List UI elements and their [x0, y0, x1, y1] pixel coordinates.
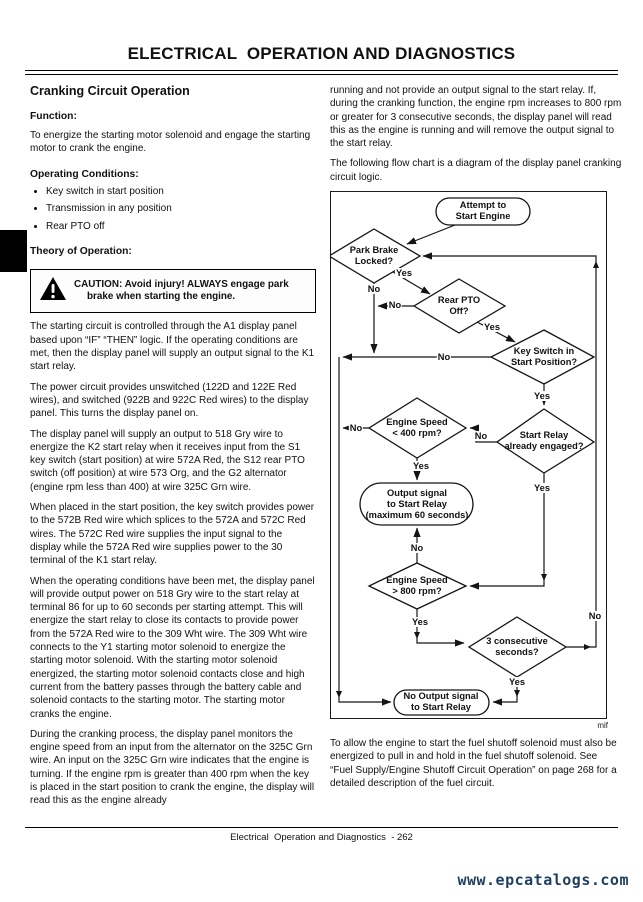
edge-label-three-consecutive-yes: Yes: [508, 677, 526, 688]
node-output-signal: [366, 488, 469, 520]
edge-label-engine-lt-400-no: No: [349, 423, 363, 434]
node-text: > 800 rpm?: [392, 586, 442, 597]
section-title: Cranking Circuit Operation: [30, 84, 190, 98]
node-text: Off?: [449, 306, 469, 317]
caution-text: CAUTION: Avoid injury! ALWAYS engage park brake when starting the engine.: [74, 278, 289, 303]
node-text: Start Engine: [455, 211, 511, 222]
node-engine-gt-800: [386, 575, 447, 597]
cranking-logic-flowchart: [330, 191, 607, 719]
node-start: [456, 200, 511, 222]
paragraph: To allow the engine to start the fuel shutoff solenoid must also be energized to pull in and hold in the fuel shutoff solenoid. See “Fuel Supply/Engine Shutoff Circuit Operation” on page 268 for a detailed description of the fuel circuit.: [330, 738, 617, 789]
page-footer: Electrical Operation and Diagnostics - 262: [230, 832, 413, 843]
function-heading: Function:: [30, 111, 77, 122]
node-three-consecutive: [486, 636, 548, 658]
edge-label-key-switch-yes: Yes: [533, 391, 551, 402]
operating-conditions-list: [46, 185, 316, 234]
node-text: seconds?: [495, 647, 539, 658]
node-text: Output signal: [387, 487, 447, 498]
node-text: to Start Relay: [387, 498, 447, 509]
left-column: [30, 84, 316, 808]
node-text: to Start Relay: [411, 702, 471, 713]
paragraph: The starting circuit is controlled through the A1 display panel based upon “IF” “THEN” logic. If the operating conditions are met, then the display panel will supply an output signal to the K1 start relay.: [30, 321, 315, 373]
watermark-text: www.epcatalogs.com: [457, 871, 629, 889]
paragraph: The display panel will supply an output to 518 Gry wire to energize the K2 start relay when it receives input from the S1 key switch (start position) at wire 572A Red, the S12 rear PTO switch (off position) at wire 573 Org, and the G2 alternator (engine rpm less than 400) at wire 325C Grn wire.: [30, 428, 305, 493]
flowchart-graphics: [331, 192, 606, 718]
edge-label-engine-gt-800-yes: Yes: [411, 617, 429, 628]
node-text: Start Relay: [519, 430, 569, 441]
node-text: Locked?: [354, 256, 394, 267]
edge-label-engine-gt-800-no: No: [410, 543, 424, 554]
node-text: 3 consecutive: [486, 636, 548, 647]
node-text: No Output signal: [403, 691, 479, 702]
function-text: To energize the starting motor solenoid and engage the starting motor to crank the engine.: [30, 130, 311, 155]
list-item: [46, 185, 316, 198]
caution-box: [30, 269, 316, 313]
edge-label-park-brake-no: No: [367, 284, 381, 295]
header-divider: [25, 70, 618, 75]
paragraph: When placed in the start position, the key switch provides power to the 572B Red wire which splices to the 572A and 572C Red wires. The 572C Red wire supplies the input signal to the display while the 572A Red wire supplies power to the 30 terminal of the K1 start relay.: [30, 502, 315, 567]
edge-label-rear-pto-yes: Yes: [483, 322, 501, 333]
edge-label-rear-pto-no: No: [388, 300, 402, 311]
warning-icon: [39, 276, 67, 306]
node-engine-lt-400: [386, 417, 447, 439]
node-no-output: [404, 691, 479, 713]
list-item: [46, 202, 316, 215]
right-column: [330, 84, 622, 790]
operating-conditions-heading: Operating Conditions:: [30, 168, 139, 180]
paragraph: running and not provide an output signal to the start relay. If, during the cranking function, the engine rpm increases to 800 rpm or greater for 3 consecutive seconds, the display panel will read this as the engine is running and will remove the output signal to the start relay.: [330, 85, 622, 150]
node-text: Rear PTO: [437, 295, 481, 306]
paragraph: The power circuit provides unswitched (122D and 122E Red wires), and switched (922B and 922C Red wires) to the display panel. This turns the display panel on.: [30, 381, 309, 420]
edge-label-engine-lt-400-yes: Yes: [412, 461, 430, 472]
figure-caption: mif: [597, 721, 608, 731]
list-item-text: Transmission in any position: [46, 203, 172, 215]
node-park-brake: [350, 245, 399, 267]
node-text: Park Brake: [349, 245, 399, 256]
footer-divider: [25, 827, 618, 828]
node-key-switch: [511, 346, 577, 368]
theory-heading: Theory of Operation:: [30, 246, 132, 258]
page-title: ELECTRICAL OPERATION AND DIAGNOSTICS: [127, 44, 516, 63]
node-text: < 400 rpm?: [392, 428, 442, 439]
paragraph: During the cranking process, the display panel monitors the engine speed from an input from the alternator on the 325C Grn wire. An input on the 325C Grn wire indicates that the engine is turning. If the engine rpm is greater than 400 rpm when the key is placed in the start position to crank the engine, the display will read this as the engine already: [30, 728, 315, 807]
paragraph: The following flow chart is a diagram of the display panel cranking circuit logic.: [330, 158, 622, 183]
node-text: Attempt to: [459, 200, 507, 211]
node-text: Engine Speed: [386, 417, 448, 428]
node-text: (maximum 60 seconds): [365, 509, 469, 520]
list-item-text: Rear PTO off: [46, 221, 105, 233]
node-text: Key Switch in: [513, 346, 575, 357]
node-text: already engaged?: [504, 441, 584, 452]
chapter-edge-tab: [0, 230, 27, 272]
edge-label-start-relay-no: No: [474, 431, 488, 442]
node-start-relay: [504, 430, 583, 452]
paragraph: When the operating conditions have been met, the display panel will provide output power on 518 Gry wire to the start relay at terminal 86 for up to 60 seconds per starting attempt. This will energize the start relay to close its contacts to provide power from the 572A Red wire to the 309 Wht wire. The 309 Wht wire connects to the Y1 starting motor solenoid to energize the starting motor solenoid. With the starting motor solenoid energized, the starting motor solenoid contacts close and high current from the battery passes through the battery cable and solenoid contacts to the starting motor. The starting motor cranks the engine.: [30, 575, 315, 720]
node-text: Start Position?: [510, 357, 578, 368]
list-item-text: Key switch in start position: [46, 185, 164, 197]
node-text: Engine Speed: [386, 575, 448, 586]
edge-label-start-relay-yes: Yes: [533, 483, 551, 494]
edge-label-three-consecutive-no: No: [588, 611, 602, 622]
edge-label-park-brake-yes: Yes: [395, 268, 413, 279]
node-rear-pto: [438, 295, 480, 317]
edge-label-key-switch-no: No: [437, 352, 451, 363]
list-item: [46, 220, 316, 233]
